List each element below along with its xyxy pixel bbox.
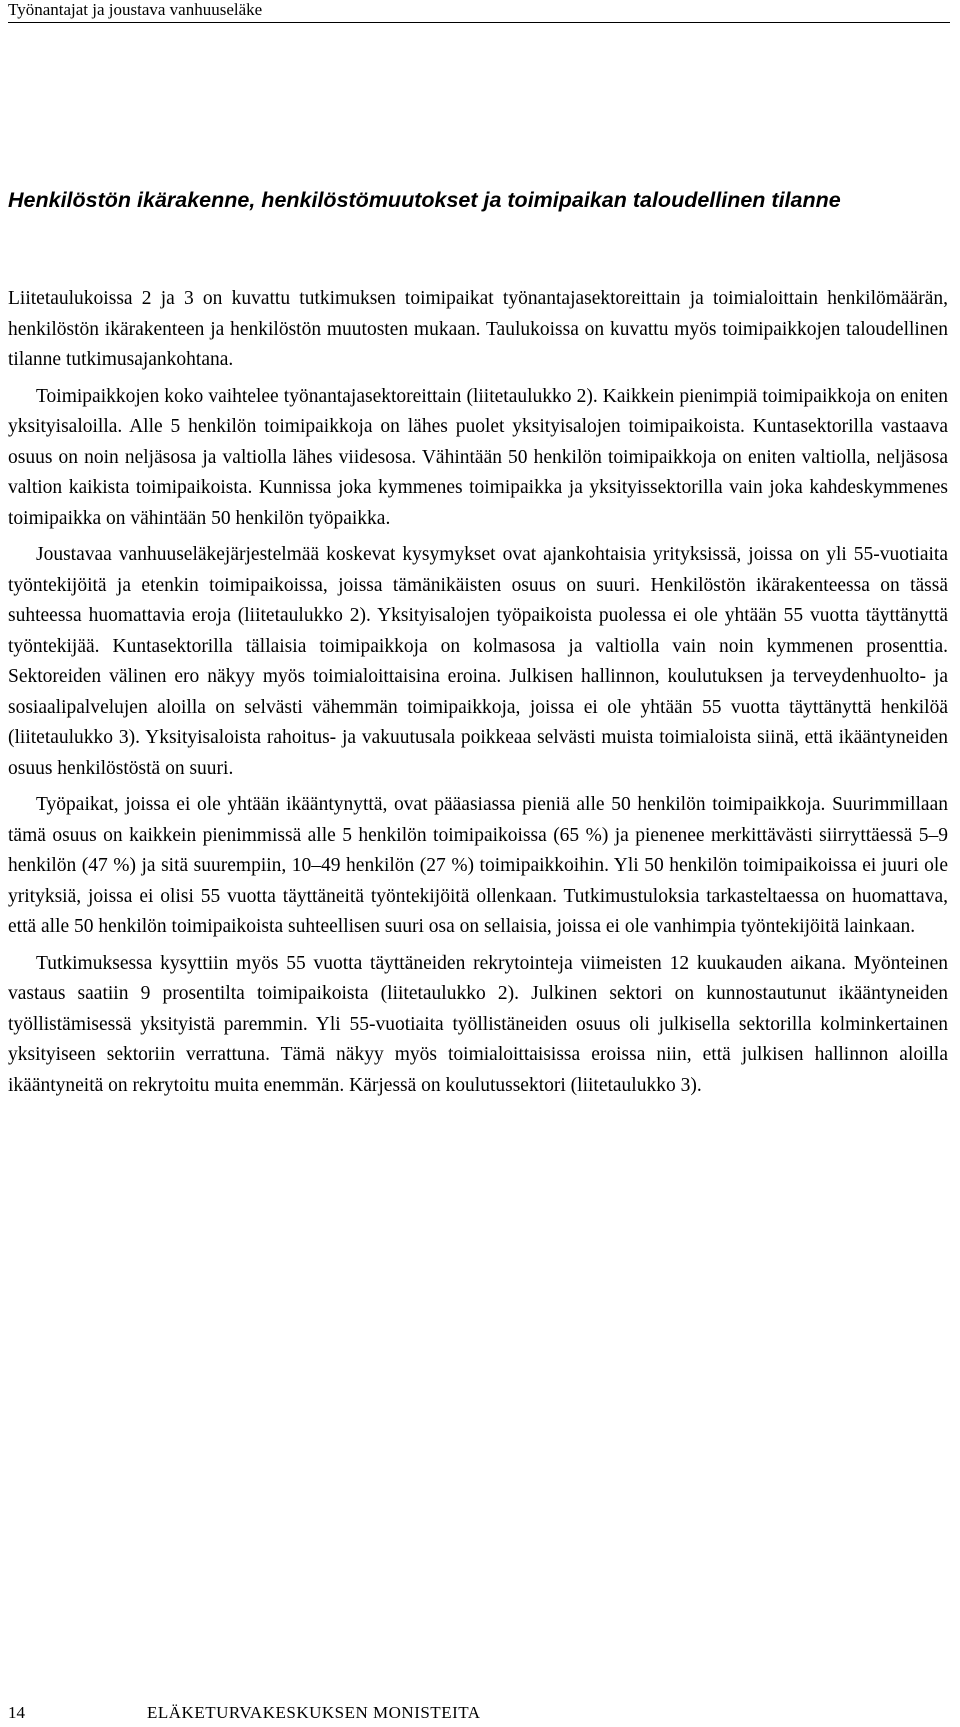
paragraph-1: Liitetaulukoissa 2 ja 3 on kuvattu tutkimuksen toimipaikat työnantajasektoreittain ja toimialoittain henkilömäärän, henkilöstön ikärakenteen ja henkilöstön muutosten mukaan. Taulukoissa on kuvattu myös toimipaikkojen taloudellinen tilanne tutkimusajankohtana. bbox=[8, 288, 948, 370]
paragraph-2: Toimipaikkojen koko vaihtelee työnantajasektoreittain (liitetaulukko 2). Kaikkein pienimpiä toimipaikkoja on eniten yksityisaloilla. Alle 5 henkilön toimipaikkoja on lähes puolet yksityisalojen toimipaikoista. Kuntasektorilla vastaava osuus on noin neljäsosa ja valtiolla lähes viidesosa. Vähintään 50 henkilön toimipaikkoja on eniten valtiolla, neljäsosa valtion kaikista toimipaikoista. Kunnissa joka kymmenes toimipaikka ja yksityissektorilla vain joka kahdeskymmenes toimipaikka on vähintään 50 henkilön työpaikka. bbox=[8, 385, 948, 529]
paragraph-3: Joustavaa vanhuuseläkejärjestelmää koskevat kysymykset ovat ajankohtaisia yrityksissä, joissa on yli 55-vuotiaita työntekijöitä ja etenkin toimipaikoissa, joissa tämänikäisten osuus on suuri. Henkilöstön ikärakenteessa on tässä suhteessa huomattavia eroja (liitetaulukko 2). Yksityisalojen työpaikoista puolessa ei ole yhtään 55 vuotta täyttänyttä työntekijää. Kuntasektorilla tällaisia toimipaikkoja on kolmasosa ja valtiolla vain noin kymmenen prosenttia. Sektoreiden välinen ero näkyy myös toimialoittaisina eroina. Julkisen hallinnon, koulutuksen ja terveydenhuolto- ja sosiaalipalvelujen aloilla on selvästi vähemmän toimipaikkoja, joissa ei ole yhtään 55 vuotta täyttänyttä henkilöä (liitetaulukko 3). Yksityisaloista rahoitus- ja vakuutusala poikkeaa selvästi muista toimialoista siinä, että ikääntyneiden osuus henkilöstöstä on suuri. bbox=[8, 544, 948, 779]
body-text bbox=[8, 284, 948, 1107]
paragraph-5: Tutkimuksessa kysyttiin myös 55 vuotta täyttäneiden rekrytointeja viimeisten 12 kuukauden aikana. Myönteinen vastaus saatiin 9 prosentilta toimipaikoista (liitetaulukko 2). Julkinen sektori on kunnostautunut ikääntyneiden työllistämisessä yksityistä paremmin. Yli 55-vuotiaita työllistäneiden osuus oli julkisella sektorilla kolminkertainen yksityiseen sektoriin verrattuna. Tämä näkyy myös toimialoittaisissa eroissa niin, että julkisen hallinnon aloilla ikääntyneitä on rekrytoitu muita enemmän. Kärjessä on koulutussektori (liitetaulukko 3). bbox=[8, 952, 948, 1096]
series-name: ELÄKETURVAKESKUKSEN MONISTEITA bbox=[147, 1703, 481, 1722]
running-header bbox=[8, 0, 950, 23]
running-title: Työnantajat ja joustava vanhuuseläke bbox=[8, 0, 263, 19]
page-footer bbox=[8, 1702, 948, 1727]
page-number: 14 bbox=[8, 1703, 25, 1722]
section-title: Henkilöstön ikärakenne, henkilöstömuutokset ja toimipaikan taloudellinen tilanne bbox=[8, 188, 841, 212]
paragraph-4: Työpaikat, joissa ei ole yhtään ikääntynyttä, ovat pääasiassa pieniä alle 50 henkilön toimipaikkoja. Suurimmillaan tämä osuus on kaikkein pienimmissä alle 5 henkilön toimipaikoissa (65 %) ja pienenee merkittävästi siirryttäessä 5–9 henkilön (47 %) ja sitä suurempiin, 10–49 henkilön (27 %) toimipaikkoihin. Yli 50 henkilön toimipaikoissa ei juuri ole yrityksiä, joissa ei olisi 55 vuotta täyttäneitä työntekijöitä ollenkaan. Tutkimustuloksia tarkasteltaessa on huomattava, että alle 50 henkilön toimipaikoista suhteellisen suuri osa on sellaisia, joissa ei ole vanhimpia työntekijöitä lainkaan. bbox=[8, 794, 948, 937]
